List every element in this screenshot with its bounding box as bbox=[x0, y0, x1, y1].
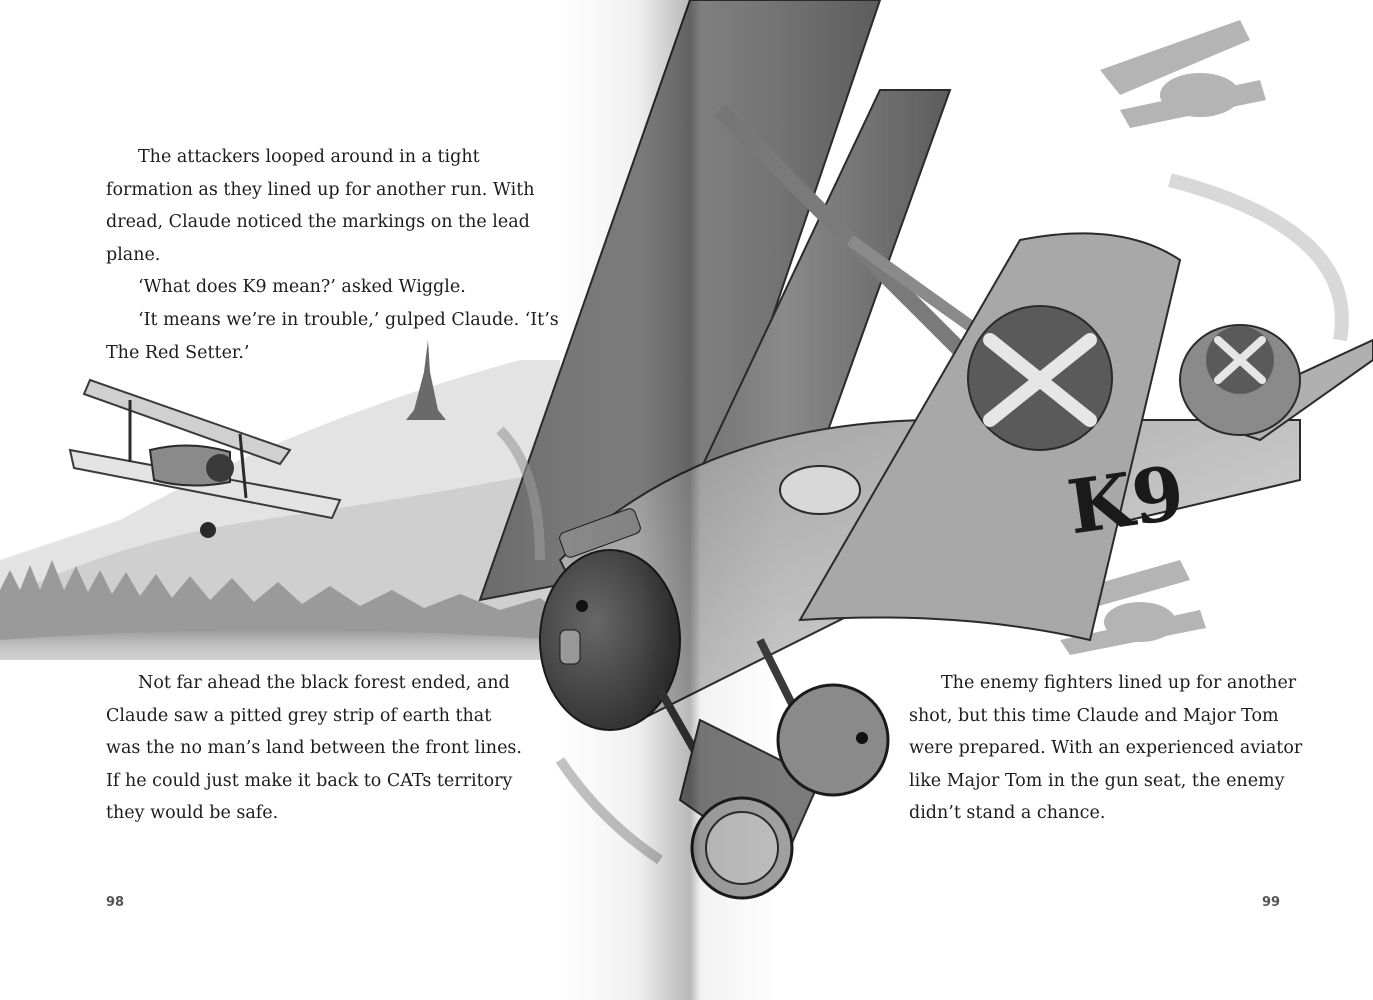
page-number-left: 98 bbox=[106, 895, 125, 910]
right-page bbox=[690, 0, 1373, 1000]
right-text bbox=[909, 667, 1309, 830]
paragraph: Not far ahead the black forest ended, and Claude saw a pitted grey strip of earth that was the no man’s land between the front lines. If he could just make it back to CATs territory they would be safe. bbox=[106, 673, 522, 824]
left-bottom-text bbox=[106, 667, 526, 830]
k9-marking: K9 bbox=[1062, 450, 1190, 552]
paragraph: The enemy fighters lined up for another shot, but this time Claude and Major Tom were prepared. With an experienced aviator like Major Tom in the gun seat, the enemy didn’t stand a chance. bbox=[909, 673, 1303, 824]
page-number-right: 99 bbox=[1262, 895, 1281, 910]
paragraph: ‘What does K9 mean?’ asked Wiggle. bbox=[138, 277, 466, 298]
paragraph: The attackers looped around in a tight formation as they lined up for another run. With dread, Claude noticed the markings on the lead plane. bbox=[106, 147, 535, 265]
paragraph: ‘It means we’re in trouble,’ gulped Claude. ‘It’s The Red Setter.’ bbox=[106, 309, 559, 363]
left-top-text bbox=[106, 141, 566, 369]
